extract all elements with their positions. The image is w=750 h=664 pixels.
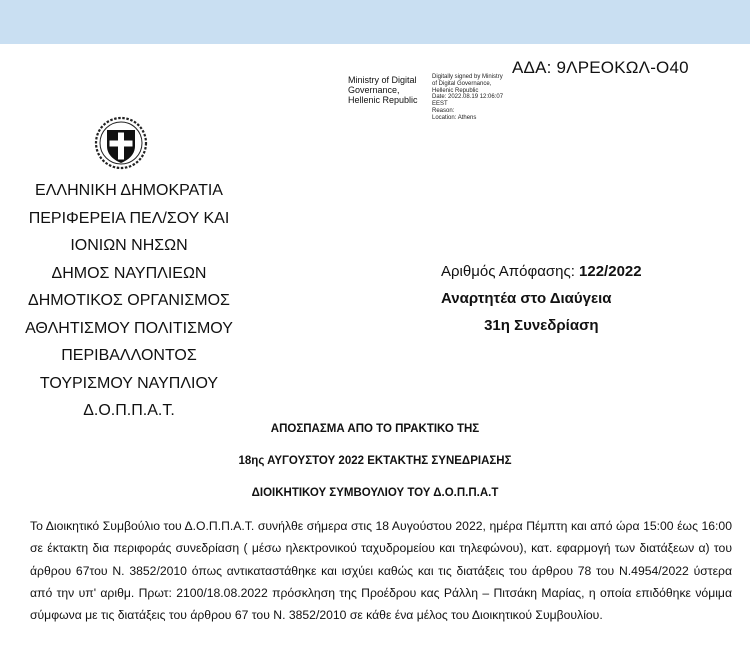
board-title: ΔΙΟΙΚΗΤΙΚΟΥ ΣΥΜΒΟΥΛΙΟΥ ΤΟΥ Δ.Ο.Π.Π.Α.Τ [251,487,499,499]
header-line: ΕΛΛΗΝΙΚΗ ΔΗΜΟΚΡΑΤΙΑ [35,182,223,199]
header-line: ΙΟΝΙΩΝ ΝΗΣΩΝ [70,237,188,254]
signature-detail-line: of Digital Governance, [432,80,492,87]
decision-number-label: Αριθμός Απόφασης: [441,263,580,280]
signature-detail-line: Digitally signed by Ministry [432,74,503,80]
signature-detail-line: EEST [432,101,448,108]
header-line: ΔΗΜΟΤΙΚΟΣ ΟΡΓΑΝΙΣΜΟΣ [28,292,230,309]
digital-signature-signer [348,75,418,105]
header-line: ΔΗΜΟΣ ΝΑΥΠΛΙΕΩΝ [51,264,207,282]
signature-detail-line: Location: Athens [432,114,477,121]
header-line: ΑΘΛΗΤΙΣΜΟΥ ΠΟΛΙΤΙΣΜΟΥ [25,319,233,337]
signer-line: Hellenic Republic [348,95,418,105]
viewer-top-bar [0,0,750,44]
header-line: ΤΟΥΡΙΣΜΟΥ ΝΑΥΠΛΙΟΥ [39,374,219,392]
issuing-authority-header [0,177,258,425]
posting-note: Αναρτητέα στο Διαύγεια [441,290,612,307]
header-line: Δ.Ο.Π.Π.Α.Τ. [83,402,175,419]
signature-detail-line: Date: 2022.08.19 12:06:07 [432,94,504,101]
signer-line: Governance, [348,85,400,95]
session-date-title: 18ης ΑΥΓΟΥΣΤΟΥ 2022 ΕΚΤΑΚΤΗΣ ΣΥΝΕΔΡΙΑΣΗΣ [238,455,512,467]
decision-number [441,258,642,285]
header-line: ΠΕΡΙΦΕΡΕΙΑ ΠΕΛ/ΣΟΥ ΚΑΙ [28,209,230,227]
signature-detail-line: Reason: [432,107,455,114]
session-number: 31η Συνεδρίαση [484,317,599,334]
ada-code: ΑΔΑ: 9ΛΡΕΟΚΩΛ-Ο40 [512,58,689,77]
decision-number-value: 122/2022 [579,263,642,280]
header-line: ΠΕΡΙΒΑΛΛΟΝΤΟΣ [61,347,197,364]
digital-signature-details [432,74,503,122]
decision-info [441,258,642,339]
hellenic-republic-emblem [94,116,148,170]
excerpt-title: ΑΠΟΣΠΑΣΜΑ ΑΠΟ ΤΟ ΠΡΑΚΤΙΚΟ ΤΗΣ [270,423,480,435]
body-paragraph: Το Διοικητικό Συμβούλιο του Δ.Ο.Π.Π.Α.Τ. συνήλθε σήμερα στις 18 Αυγούστου 2022, ημέρα Πέμπτη και από ώρα 15:00 έως 16:00 σε έκτακτη δια περιφοράς συνεδρίαση ( μέσω ηλεκτρονικού ταχυδρομείου και τηλεφώνου), κατ. εφαρμογή των διατάξεων α) του άρθρου 67του Ν. 3852/2010 όπως αντικαταστάθηκε και ισχύει καθώς και τις διατάξεις του άρθρου 78 του Ν.4954/2022 ύστερα από την υπ' αριθμ. Πρωτ: 2100/18.08.2022 πρόσκληση της Προέδρου κας Ράλλη – Πιτσάκη Μαρίας, η οποία επιδόθηκε νόμιμα σύμφωνα με τις διατάξεις του άρθρου 67 του Ν. 3852/2010 σε κάθε ένα μέλος του Διοικητικού Συμβουλίου. [30,519,732,623]
signature-detail-line: Hellenic Republic [432,87,479,94]
signer-line: Ministry of Digital [348,75,417,85]
